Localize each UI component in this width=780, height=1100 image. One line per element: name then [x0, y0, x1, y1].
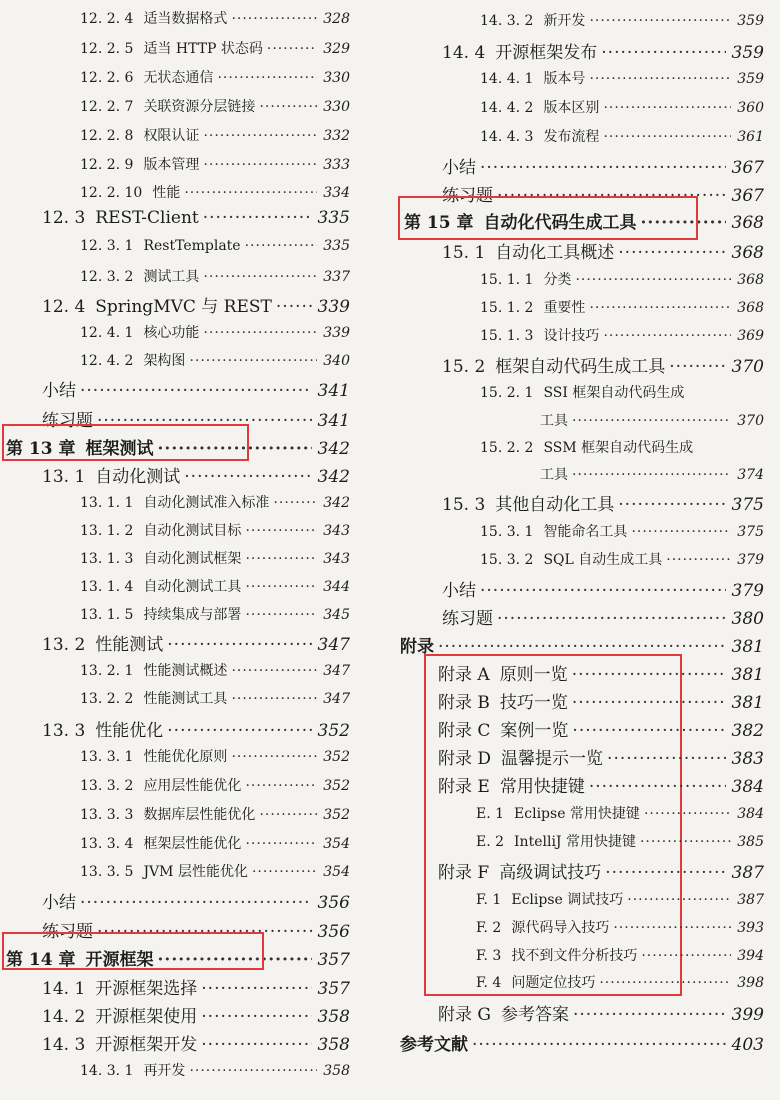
dot-leader: [245, 551, 317, 567]
toc-entry[interactable]: F. 1 Eclipse 调试技巧 ····· 387: [476, 889, 764, 909]
dot-leader: [184, 185, 317, 201]
toc-entry-title: 自动化测试: [95, 467, 181, 487]
toc-entry-title: 技巧一览: [499, 693, 568, 713]
toc-page-number: 356: [317, 893, 350, 913]
toc-entry-title: 发布流程: [543, 129, 600, 145]
toc-entry-title: 工具: [540, 413, 568, 429]
toc-page-number: 399: [731, 1005, 764, 1025]
dot-leader: [245, 238, 318, 254]
toc-entry-title: 数据库层性能优化: [143, 807, 256, 823]
dot-leader: [97, 922, 312, 942]
toc-entry[interactable]: 12. 4. 1 核心功能 ····· 339: [80, 322, 350, 342]
toc-entry[interactable]: 13. 3. 1 性能优化原则 ····· 352: [80, 746, 350, 766]
toc-page-number: 330: [323, 70, 350, 86]
toc-page-number: 342: [317, 439, 350, 459]
dot-leader: [201, 1007, 311, 1027]
toc-page-number: 398: [737, 975, 764, 991]
toc-page-number: 359: [737, 13, 764, 29]
toc-page-number: 343: [323, 523, 350, 539]
dot-leader: [666, 552, 731, 568]
dot-leader: [80, 381, 312, 401]
toc-entry-title: 练习题: [42, 922, 93, 942]
toc-entry[interactable]: 12. 2. 8 权限认证 ····· 332: [80, 125, 350, 145]
dot-leader: [572, 665, 726, 685]
toc-page-number: 367: [731, 158, 764, 178]
toc-entry-title: 开源框架发布: [495, 43, 598, 63]
toc-entry[interactable]: 15. 1 自动化工具概述 ····· 368: [442, 238, 764, 263]
toc-entry-title: 源代码导入技巧: [511, 920, 610, 936]
toc-entry-title: JVM 层性能优化: [143, 864, 248, 880]
toc-page-number: 394: [737, 948, 764, 964]
toc-entry-title: 性能优化: [95, 721, 164, 741]
dot-leader: [203, 157, 317, 173]
toc-entry-title: 开源框架开发: [95, 1035, 198, 1055]
dot-leader: [438, 637, 726, 657]
toc-entry-title: Eclipse 常用快捷键: [514, 806, 640, 822]
dot-leader: [644, 806, 731, 822]
toc-page-number: 361: [737, 129, 764, 145]
toc-entry[interactable]: 12. 3. 1 RestTemplate ····· 335: [80, 238, 350, 254]
dot-leader: [80, 893, 312, 913]
toc-page-number: 347: [317, 635, 350, 655]
toc-entry-title: RestTemplate: [143, 238, 241, 254]
toc-entry[interactable]: 14. 2 开源框架使用 ····· 358: [42, 1002, 350, 1027]
dot-leader: [97, 411, 312, 431]
toc-entry-title: 设计技巧: [543, 328, 600, 344]
toc-entry-title: 应用层性能优化: [143, 778, 242, 794]
toc-page-number: 354: [323, 836, 350, 852]
toc-entry[interactable]: 14. 4 开源框架发布 ····· 359: [442, 38, 764, 63]
toc-entry[interactable]: 15. 3. 1 智能命名工具 ····· 375: [480, 521, 764, 541]
dot-leader: [231, 663, 317, 679]
chapter-heading[interactable]: 第 14 章 开源框架 ····· 357: [6, 945, 350, 970]
dot-leader: [245, 579, 317, 595]
dot-leader: [605, 863, 725, 883]
dot-leader: [167, 635, 311, 655]
toc-page-number: 352: [317, 721, 350, 741]
dot-leader: [203, 208, 312, 228]
toc-entry[interactable]: 15. 1. 1 分类 ····· 368: [480, 269, 764, 289]
toc-entry-title: 自动化测试准入标准: [143, 495, 270, 511]
toc-page-number: 345: [323, 607, 350, 623]
toc-entry-title: 框架层性能优化: [143, 836, 242, 852]
dot-leader: [245, 607, 317, 623]
toc-entry[interactable]: [42, 917, 350, 942]
toc-page-number: 358: [323, 1063, 350, 1079]
toc-entry[interactable]: 12. 2. 7 关联资源分层链接 ····· 330: [80, 96, 350, 116]
toc-entry[interactable]: F. 4 问题定位技巧 ····· 398: [476, 972, 764, 992]
toc-entry[interactable]: 14. 3. 2 新开发 ····· 359: [480, 10, 764, 30]
toc-entry-title: 适当数据格式: [143, 11, 228, 27]
toc-page-number: 347: [323, 691, 350, 707]
toc-entry[interactable]: F. 2 源代码导入技巧 ····· 393: [476, 917, 764, 937]
toc-entry-title: 框架自动代码生成工具: [495, 357, 666, 377]
toc-entry-title: 版本号: [543, 71, 586, 87]
toc-page-number: 381: [731, 693, 764, 713]
toc-page-number: 368: [737, 300, 764, 316]
toc-page-number: 342: [323, 495, 350, 511]
toc-page-number: 379: [737, 552, 764, 568]
toc-page-number: 352: [323, 749, 350, 765]
toc-page-number: 337: [323, 269, 350, 285]
toc-entry-title: REST-Client: [95, 208, 199, 228]
toc-page-number: 403: [731, 1035, 764, 1055]
dot-leader: [158, 950, 312, 970]
toc-entry[interactable]: 14. 4. 2 版本区别 ····· 360: [480, 97, 764, 117]
toc-page-number: 332: [323, 128, 350, 144]
toc-entry-title: SQL 自动生成工具: [543, 552, 663, 568]
dot-leader: [572, 467, 731, 483]
toc-page-number: 370: [737, 413, 764, 429]
toc-entry-title: 小结: [42, 893, 76, 913]
toc-entry-title: SpringMVC 与 REST: [95, 297, 272, 317]
toc-entry[interactable]: 附录 D 温馨提示一览 ····· 383: [438, 744, 764, 769]
toc-entry-title: 练习题: [442, 186, 493, 206]
toc-entry-title: 适当 HTTP 状态码: [143, 41, 263, 57]
toc-page-number: 369: [737, 328, 764, 344]
dot-leader: [217, 70, 317, 86]
toc-entry[interactable]: 12. 2. 5 适当 HTTP 状态码 ····· 329: [80, 38, 350, 58]
toc-entry-title: SSI 框架自动代码生成: [543, 385, 685, 401]
toc-entry[interactable]: 附录 F 高级调试技巧 ····· 387: [438, 858, 764, 883]
toc-entry[interactable]: 附录 C 案例一览 ····· 382: [438, 716, 764, 741]
toc-entry-title: 自动化测试工具: [143, 579, 242, 595]
toc-page-number: 380: [731, 609, 764, 629]
toc-page-number: 340: [323, 353, 350, 369]
toc-entry-title: 重要性: [543, 300, 586, 316]
dot-leader: [631, 524, 731, 540]
toc-entry[interactable]: [442, 153, 764, 178]
toc-entry-continuation[interactable]: [540, 464, 764, 484]
dot-leader: [497, 186, 726, 206]
toc-entry[interactable]: 12. 2. 6 无状态通信 ····· 330: [80, 67, 350, 87]
dot-leader: [480, 158, 726, 178]
dot-leader: [589, 300, 731, 316]
toc-page-number: 342: [317, 467, 350, 487]
toc-entry[interactable]: 13. 3. 4 框架层性能优化 ····· 354: [80, 833, 350, 853]
toc-page-number: 368: [737, 272, 764, 288]
toc-entry-title: 自动化测试目标: [143, 523, 242, 539]
toc-entry-title: 关联资源分层链接: [143, 99, 256, 115]
toc-entry[interactable]: [442, 604, 764, 629]
toc-entry[interactable]: 附录 B 技巧一览 ····· 381: [438, 688, 764, 713]
toc-page-number: 339: [323, 325, 350, 341]
toc-page-number: 358: [317, 1007, 350, 1027]
toc-entry-title: 版本区别: [543, 100, 600, 116]
toc-entry[interactable]: 12. 2. 9 版本管理 ····· 333: [80, 154, 350, 174]
toc-entry[interactable]: 15. 2. 2 SSM 框架自动代码生成: [480, 437, 764, 457]
dot-leader: [603, 100, 731, 116]
toc-page-number: 329: [323, 41, 350, 57]
toc-page-number: 393: [737, 920, 764, 936]
dot-leader: [613, 920, 731, 936]
dot-leader: [276, 297, 312, 317]
dot-leader: [599, 975, 731, 991]
dot-leader: [245, 778, 317, 794]
toc-page-number: 341: [317, 411, 350, 431]
toc-entry[interactable]: 13. 3 性能优化 ····· 352: [42, 716, 350, 741]
toc-page-number: 384: [731, 777, 764, 797]
toc-page-number: 359: [731, 43, 764, 63]
toc-entry-continuation[interactable]: [540, 410, 764, 430]
toc-page-number: 374: [737, 467, 764, 483]
toc-page-number: 335: [323, 238, 350, 254]
toc-entry-title: 性能测试概述: [143, 663, 228, 679]
dot-leader: [245, 523, 317, 539]
toc-page-number: 381: [731, 665, 764, 685]
toc-page-number: 360: [737, 100, 764, 116]
dot-leader: [480, 581, 726, 601]
dot-leader: [259, 807, 317, 823]
toc-entry[interactable]: 附录 G 参考答案 ····· 399: [438, 1000, 764, 1025]
toc-page-number: 341: [317, 381, 350, 401]
toc-page-number: 352: [323, 807, 350, 823]
toc-entry-title: 常用快捷键: [499, 777, 585, 797]
toc-entry[interactable]: 13. 3. 2 应用层性能优化 ····· 352: [80, 775, 350, 795]
toc-entry[interactable]: 12. 2. 10 性能 ····· 334: [80, 182, 350, 202]
toc-page-number: 387: [731, 863, 764, 883]
chapter-heading[interactable]: 第 13 章 框架测试 ····· 342: [6, 434, 350, 459]
toc-entry-title: 自动化测试框架: [143, 551, 242, 567]
toc-entry-title: 持续集成与部署: [143, 607, 242, 623]
dot-leader: [231, 11, 317, 27]
toc-entry[interactable]: 附录 E 常用快捷键 ····· 384: [438, 772, 764, 797]
toc-page-number: 357: [317, 979, 350, 999]
toc-entry-title: 新开发: [543, 13, 586, 29]
toc-entry[interactable]: 15. 3. 2 SQL 自动生成工具 ····· 379: [480, 549, 764, 569]
toc-entry-title: 权限认证: [143, 128, 200, 144]
toc-entry[interactable]: 12. 3. 2 测试工具 ····· 337: [80, 266, 350, 286]
toc-entry[interactable]: [42, 376, 350, 401]
dot-leader: [245, 836, 317, 852]
toc-page-number: 385: [737, 834, 764, 850]
toc-page-number: 370: [731, 357, 764, 377]
dot-leader: [573, 1005, 726, 1025]
toc-entry[interactable]: 13. 1. 5 持续集成与部署 ····· 345: [80, 604, 350, 624]
toc-entry-title: IntelliJ 常用快捷键: [514, 834, 636, 850]
toc-page-number: 368: [731, 243, 764, 263]
toc-entry[interactable]: 12. 4 SpringMVC 与 REST ····· 339: [42, 292, 350, 317]
toc-right-column: [398, 0, 780, 1100]
dot-leader: [259, 99, 317, 115]
dot-leader: [627, 892, 731, 908]
dot-leader: [618, 495, 725, 515]
toc-entry-title: 问题定位技巧: [511, 975, 596, 991]
toc-entry[interactable]: 15. 2 框架自动代码生成工具 ····· 370: [442, 352, 764, 377]
toc-entry-title: 版本管理: [143, 157, 200, 173]
toc-entry[interactable]: 15. 1. 3 设计技巧 ····· 369: [480, 325, 764, 345]
dot-leader: [572, 721, 725, 741]
toc-left-column: [0, 0, 368, 1100]
toc-entry[interactable]: 14. 3. 1 再开发 ····· 358: [80, 1060, 350, 1080]
dot-leader: [158, 439, 312, 459]
toc-entry-title: 练习题: [42, 411, 93, 431]
toc-page-number: 344: [323, 579, 350, 595]
toc-entry-title: 开源框架选择: [95, 979, 198, 999]
toc-entry-title: 参考文献: [400, 1035, 468, 1055]
appendix-heading[interactable]: [400, 632, 764, 657]
toc-page-number: 343: [323, 551, 350, 567]
dot-leader: [231, 691, 317, 707]
toc-entry-title: 架构图: [143, 353, 186, 369]
toc-entry-title: 工具: [540, 467, 568, 483]
dot-leader: [497, 609, 726, 629]
toc-entry[interactable]: E. 2 IntelliJ 常用快捷键 ····· 385: [476, 831, 764, 851]
toc-entry-title: 性能测试: [95, 635, 164, 655]
chapter-heading[interactable]: 第 15 章 自动化代码生成工具 ····· 368: [404, 208, 764, 233]
toc-page-number: 387: [737, 892, 764, 908]
toc-entry[interactable]: [442, 576, 764, 601]
toc-page-number: 367: [731, 186, 764, 206]
toc-entry[interactable]: 12. 3 REST-Client ····· 335: [42, 208, 350, 228]
toc-page-number: 334: [323, 185, 350, 201]
toc-entry-title: 开源框架使用: [95, 1007, 198, 1027]
dot-leader: [589, 71, 731, 87]
toc-entry-title: 参考答案: [500, 1005, 569, 1025]
toc-entry[interactable]: 12. 4. 2 架构图 ····· 340: [80, 350, 350, 370]
dot-leader: [201, 979, 311, 999]
toc-entry[interactable]: 13. 1. 1 自动化测试准入标准 ····· 342: [80, 492, 350, 512]
toc-entry[interactable]: 15. 3 其他自动化工具 ····· 375: [442, 490, 764, 515]
toc-entry-title: 温馨提示一览: [501, 749, 604, 769]
dot-leader: [184, 467, 311, 487]
dot-leader: [607, 749, 726, 769]
toc-entry[interactable]: [42, 888, 350, 913]
toc-entry[interactable]: 13. 3. 5 JVM 层性能优化 ····· 354: [80, 861, 350, 881]
dot-leader: [589, 777, 726, 797]
toc-entry[interactable]: 附录 A 原则一览 ····· 381: [438, 660, 764, 685]
toc-entry[interactable]: F. 3 找不到文件分析技巧 ····· 394: [476, 945, 764, 965]
toc-entry-title: 自动化代码生成工具: [483, 213, 637, 233]
dot-leader: [641, 948, 731, 964]
toc-entry-title: 小结: [42, 381, 76, 401]
toc-entry[interactable]: 13. 2 性能测试 ····· 347: [42, 630, 350, 655]
dot-leader: [603, 129, 731, 145]
toc-entry[interactable]: 13. 1. 3 自动化测试框架 ····· 343: [80, 548, 350, 568]
toc-entry[interactable]: 13. 1 自动化测试 ····· 342: [42, 462, 350, 487]
toc-entry[interactable]: 13. 1. 4 自动化测试工具 ····· 344: [80, 576, 350, 596]
toc-entry-title: 性能: [152, 185, 181, 201]
toc-page-number: 359: [737, 71, 764, 87]
dot-leader: [472, 1035, 726, 1055]
toc-page-number: 347: [323, 663, 350, 679]
toc-entry-title: 小结: [442, 158, 476, 178]
dot-leader: [201, 1035, 311, 1055]
dot-leader: [641, 213, 726, 233]
toc-entry[interactable]: 14. 1 开源框架选择 ····· 357: [42, 974, 350, 999]
toc-page-number: 382: [731, 721, 764, 741]
toc-entry-title: 小结: [442, 581, 476, 601]
dot-leader: [575, 272, 731, 288]
toc-page-number: 335: [317, 208, 350, 228]
dot-leader: [252, 864, 317, 880]
toc-entry-title: 分类: [543, 272, 572, 288]
toc-page-number: 356: [317, 922, 350, 942]
toc-page-number: 330: [323, 99, 350, 115]
toc-page-number: 383: [731, 749, 764, 769]
toc-entry-title: 附录: [400, 637, 434, 657]
toc-entry-title: Eclipse 调试技巧: [511, 892, 624, 908]
toc-page-number: 328: [323, 11, 350, 27]
toc-entry-title: 测试工具: [143, 269, 200, 285]
toc-entry-title: 练习题: [442, 609, 493, 629]
dot-leader: [167, 721, 311, 741]
toc-entry[interactable]: 12. 2. 4 适当数据格式 ····· 328: [80, 8, 350, 28]
dot-leader: [572, 413, 731, 429]
toc-page-number: 379: [731, 581, 764, 601]
toc-entry[interactable]: 14. 4. 3 发布流程 ····· 361: [480, 126, 764, 146]
toc-page-number: 339: [317, 297, 350, 317]
toc-entry-title: 自动化工具概述: [495, 243, 615, 263]
dot-leader: [189, 353, 317, 369]
toc-entry[interactable]: 13. 1. 2 自动化测试目标 ····· 343: [80, 520, 350, 540]
dot-leader: [189, 1063, 317, 1079]
toc-page-number: 357: [317, 950, 350, 970]
toc-page-number: 354: [323, 864, 350, 880]
toc-entry-title: 找不到文件分析技巧: [511, 948, 638, 964]
dot-leader: [589, 13, 731, 29]
dot-leader: [203, 269, 317, 285]
dot-leader: [640, 834, 731, 850]
toc-entry[interactable]: 14. 3 开源框架开发 ····· 358: [42, 1030, 350, 1055]
toc-page-number: 333: [323, 157, 350, 173]
toc-entry-title: 再开发: [143, 1063, 186, 1079]
dot-leader: [618, 243, 725, 263]
toc-entry-title: 案例一览: [500, 721, 569, 741]
toc-page-number: 368: [731, 213, 764, 233]
toc-entry-title: 核心功能: [143, 325, 200, 341]
toc-entry-title: 智能命名工具: [543, 524, 628, 540]
toc-entry-title: 开源框架: [85, 950, 154, 970]
dot-leader: [669, 357, 725, 377]
dot-leader: [601, 43, 725, 63]
toc-entry-title: 其他自动化工具: [495, 495, 615, 515]
toc-entry[interactable]: E. 1 Eclipse 常用快捷键 ····· 384: [476, 803, 764, 823]
toc-entry[interactable]: [42, 406, 350, 431]
toc-entry[interactable]: 13. 3. 3 数据库层性能优化 ····· 352: [80, 804, 350, 824]
toc-page-number: 375: [731, 495, 764, 515]
toc-entry-title: 无状态通信: [143, 70, 214, 86]
toc-entry-title: 性能测试工具: [143, 691, 228, 707]
toc-entry-title: 性能优化原则: [143, 749, 228, 765]
toc-entry[interactable]: 15. 2. 1 SSI 框架自动代码生成: [480, 382, 764, 402]
dot-leader: [203, 128, 317, 144]
toc-entry[interactable]: 13. 2. 1 性能测试概述 ····· 347: [80, 660, 350, 680]
toc-page-number: 375: [737, 524, 764, 540]
references-heading[interactable]: [400, 1030, 764, 1055]
toc-page-number: 352: [323, 778, 350, 794]
toc-page-number: 358: [317, 1035, 350, 1055]
toc-entry-title: 框架测试: [85, 439, 154, 459]
toc-entry[interactable]: 14. 4. 1 版本号 ····· 359: [480, 68, 764, 88]
dot-leader: [572, 693, 726, 713]
toc-entry-title: SSM 框架自动代码生成: [543, 440, 694, 456]
dot-leader: [603, 328, 731, 344]
dot-leader: [231, 749, 317, 765]
toc-page-number: 384: [737, 806, 764, 822]
toc-page-number: 381: [731, 637, 764, 657]
toc-entry[interactable]: 15. 1. 2 重要性 ····· 368: [480, 297, 764, 317]
dot-leader: [203, 325, 317, 341]
dot-leader: [267, 41, 317, 57]
toc-entry-title: 高级调试技巧: [499, 863, 602, 883]
toc-entry[interactable]: 13. 2. 2 性能测试工具 ····· 347: [80, 688, 350, 708]
toc-entry-title: 原则一览: [499, 665, 568, 685]
toc-entry[interactable]: [442, 181, 764, 206]
dot-leader: [273, 495, 317, 511]
